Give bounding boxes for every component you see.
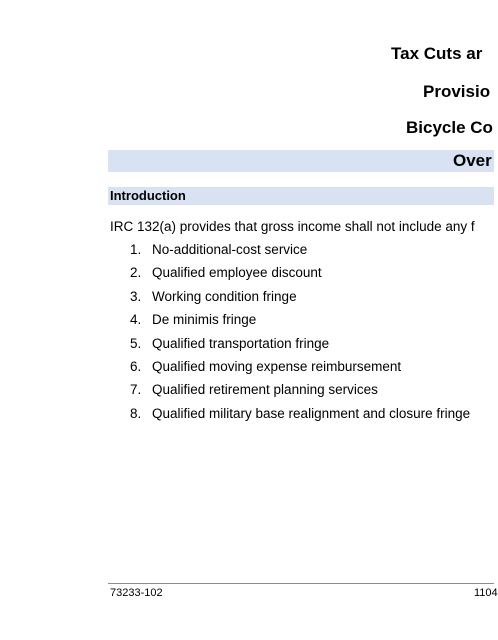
- list-item-text: No-additional-cost service: [152, 242, 308, 257]
- list-item-number: 8.: [130, 405, 142, 421]
- title-line-1: Tax Cuts ar: [391, 44, 483, 63]
- list-item-text: Qualified military base realignment and closure fringe: [152, 405, 471, 421]
- list-item-number: 7.: [130, 382, 142, 398]
- intro-paragraph: IRC 132(a) provides that gross income shall not include any f: [110, 219, 475, 234]
- list-item-text: Qualified retirement planning services: [152, 382, 378, 398]
- list-item-text: Qualified employee discount: [152, 265, 322, 281]
- list-item-text: De minimis fringe: [152, 312, 257, 328]
- list-item-number: 4.: [130, 312, 142, 328]
- list-item-text: Qualified transportation fringe: [152, 335, 330, 351]
- list-item-number: 6.: [130, 358, 142, 374]
- subsection-heading-band: [108, 187, 494, 205]
- list-item-text: Qualified moving expense reimbursement: [152, 358, 402, 374]
- list-item-text: Working condition fringe: [152, 288, 297, 304]
- footer-page-number: 1104: [474, 587, 498, 599]
- title-line-2: Provisio: [423, 82, 491, 101]
- subsection-heading: Introduction: [110, 188, 186, 203]
- footer-divider: [108, 583, 494, 584]
- section-heading: Over: [453, 151, 492, 170]
- section-heading-band: [108, 150, 494, 172]
- title-line-3: Bicycle Co: [406, 118, 493, 137]
- footer-document-id: 73233-102: [110, 587, 163, 599]
- list-item-number: 3.: [130, 288, 142, 304]
- list-item-number: 1.: [130, 242, 142, 257]
- list-item-number: 2.: [130, 265, 142, 281]
- list-item-number: 5.: [130, 335, 142, 351]
